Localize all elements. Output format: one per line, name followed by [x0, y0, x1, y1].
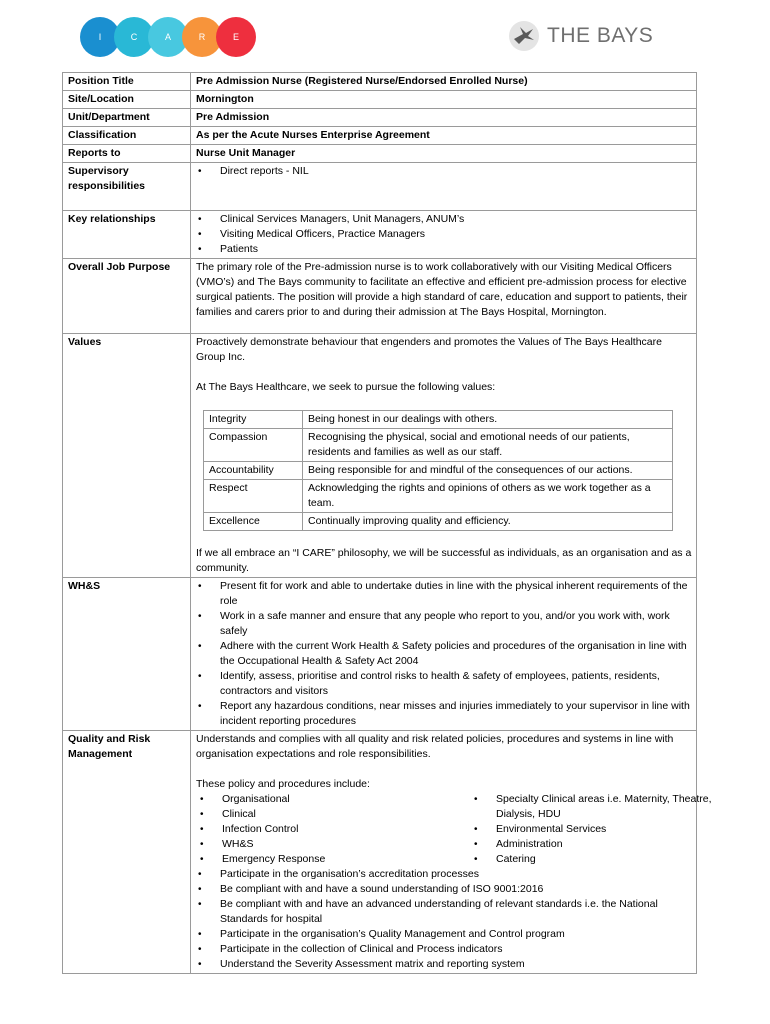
bird-icon: [508, 20, 540, 52]
list-item: • Visiting Medical Officers, Practice Managers: [220, 227, 692, 242]
value-purpose: [191, 259, 697, 334]
list-item: • Report any hazardous conditions, near misses and injuries immediately to your supervisor in line with incident reporting procedures: [220, 699, 692, 729]
list-item: • Patients: [220, 242, 692, 257]
icare-circle-c: C: [114, 17, 154, 57]
list-item: • Adhere with the current Work Health & Safety policies and procedures of the organisation in line with the Occupational Health & Safety Act 2004: [220, 639, 692, 669]
policy-list-a: [196, 792, 470, 867]
list-item: • Work in a safe manner and ensure that any people who report to you, and/or you work with, work safely: [220, 609, 692, 639]
value-desc: Recognising the physical, social and emotional needs of our patients, residents and families as well as our staff.: [303, 429, 673, 462]
row-position-title: [63, 73, 697, 91]
list-item: • Administration: [496, 837, 728, 852]
purpose-text: The primary role of the Pre-admission nurse is to work collaboratively with our Visiting Medical Officers (VMO’s) and The Bays community to facilitate an effective and efficient pre-admission process for elective surgical patients. The position will provide a high standard of care, education and support to patients, their families and carers prior to and during their admission at The Bays Hospital, Mornington.: [196, 261, 688, 318]
policy-list-b: [470, 792, 728, 867]
icare-circle-r: R: [182, 17, 222, 57]
list-item: • WH&S: [222, 837, 470, 852]
value-name: Respect: [204, 480, 303, 513]
value-item: [204, 429, 673, 462]
icare-circle-i: I: [80, 17, 120, 57]
row-key-relationships: [63, 211, 697, 259]
value-item: [204, 513, 673, 531]
value-name: Compassion: [204, 429, 303, 462]
row-values: [63, 334, 697, 578]
policy-columns: [196, 792, 712, 867]
label-reports-to: Reports to: [63, 145, 191, 163]
row-site: [63, 91, 697, 109]
value-name: Accountability: [204, 462, 303, 480]
quality-items: [196, 867, 692, 972]
quality-intro: Understands and complies with all quality and risk related policies, procedures and systems in line with organisation expectations and role responsibilities.: [196, 733, 674, 760]
list-item: • Specialty Clinical areas i.e. Maternity, Theatre, Dialysis, HDU: [496, 792, 728, 822]
list-item: • Participate in the organisation’s accreditation processes: [220, 867, 692, 882]
value-desc: Being honest in our dealings with others.: [303, 411, 673, 429]
label-site: Site/Location: [63, 91, 191, 109]
label-classification: Classification: [63, 127, 191, 145]
page-header: [0, 0, 770, 70]
value-name: Integrity: [204, 411, 303, 429]
value-quality: [191, 731, 712, 974]
list-item: • Participate in the collection of Clinical and Process indicators: [220, 942, 692, 957]
list-item: • Present fit for work and able to undertake duties in line with the physical inherent requirements of the role: [220, 579, 692, 609]
value-desc: Acknowledging the rights and opinions of others as we work together as a team.: [303, 480, 673, 513]
list-item: • Identify, assess, prioritise and control risks to health & safety of employees, patients, residents, contractors and visitors: [220, 669, 692, 699]
icare-circle-a: A: [148, 17, 188, 57]
label-whs: WH&S: [63, 578, 191, 731]
value-position-title: Pre Admission Nurse (Registered Nurse/Endorsed Enrolled Nurse): [191, 73, 697, 91]
value-key-relationships: [191, 211, 697, 259]
company-name: THE BAYS: [547, 24, 654, 47]
row-classification: [63, 127, 697, 145]
list-item: • Organisational: [222, 792, 470, 807]
row-purpose: [63, 259, 697, 334]
icare-circle-e: E: [216, 17, 256, 57]
list-item: • Environmental Services: [496, 822, 728, 837]
list-item: • Be compliant with and have an advanced understanding of relevant standards i.e. the National Standards for hospital: [220, 897, 692, 927]
value-desc: Continually improving quality and efficiency.: [303, 513, 673, 531]
list-item: • Clinical Services Managers, Unit Managers, ANUM’s: [220, 212, 692, 227]
label-unit: Unit/Department: [63, 109, 191, 127]
value-supervisory: [191, 163, 697, 211]
label-key-relationships: Key relationships: [63, 211, 191, 259]
value-desc: Being responsible for and mindful of the consequences of our actions.: [303, 462, 673, 480]
value-item: [204, 411, 673, 429]
label-quality: Quality and Risk Management: [63, 731, 191, 974]
quality-lead: These policy and procedures include:: [196, 778, 370, 790]
row-reports-to: [63, 145, 697, 163]
values-intro: Proactively demonstrate behaviour that engenders and promotes the Values of The Bays Healthcare Group Inc.: [196, 336, 662, 363]
list-item: • Infection Control: [222, 822, 470, 837]
list-item: • Clinical: [222, 807, 470, 822]
list-item: • Be compliant with and have a sound understanding of ISO 9001:2016: [220, 882, 692, 897]
row-supervisory: [63, 163, 697, 211]
value-item: [204, 480, 673, 513]
position-description-table: [62, 72, 712, 974]
list-item: • Catering: [496, 852, 728, 867]
row-whs: [63, 578, 697, 731]
value-values: [191, 334, 697, 578]
row-quality: [63, 731, 697, 974]
values-list: [203, 410, 673, 531]
value-unit: Pre Admission: [191, 109, 697, 127]
value-classification: As per the Acute Nurses Enterprise Agreement: [191, 127, 697, 145]
value-reports-to: Nurse Unit Manager: [191, 145, 697, 163]
values-lead: At The Bays Healthcare, we seek to pursue the following values:: [196, 381, 496, 393]
value-name: Excellence: [204, 513, 303, 531]
value-site: Mornington: [191, 91, 697, 109]
value-whs: [191, 578, 697, 731]
label-purpose: Overall Job Purpose: [63, 259, 191, 334]
value-item: [204, 462, 673, 480]
values-closing: If we all embrace an “I CARE” philosophy, we will be successful as individuals, as an organisation and as a community.: [196, 547, 692, 574]
list-item: • Emergency Response: [222, 852, 470, 867]
list-item: • Direct reports - NIL: [220, 164, 692, 179]
label-values: Values: [63, 334, 191, 578]
label-position-title: Position Title: [63, 73, 191, 91]
row-unit: [63, 109, 697, 127]
label-supervisory: Supervisory responsibilities: [63, 163, 191, 211]
list-item: • Understand the Severity Assessment matrix and reporting system: [220, 957, 692, 972]
list-item: • Participate in the organisation’s Quality Management and Control program: [220, 927, 692, 942]
